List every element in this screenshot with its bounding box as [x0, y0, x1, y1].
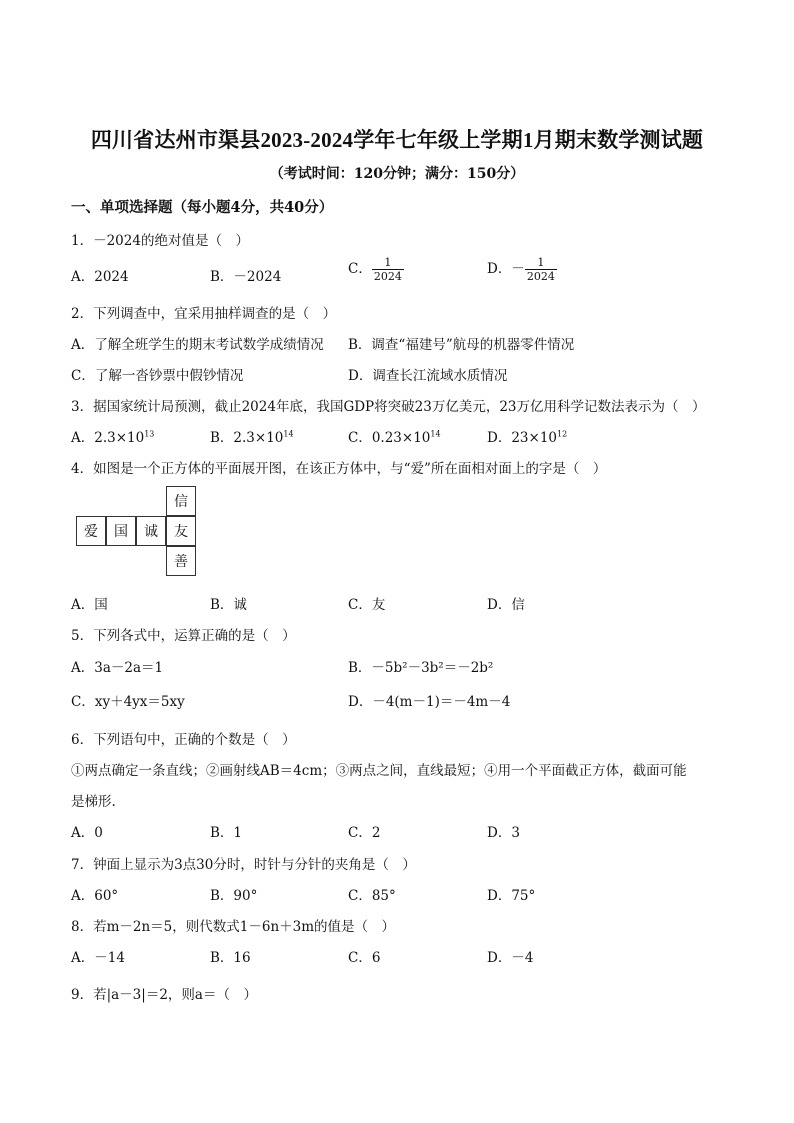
question-5-stem: 5．下列各式中，运算正确的是（ ） [71, 628, 296, 644]
q2-option-b: B．调查“福建号”航母的机器零件情况 [348, 337, 575, 353]
question-7-stem: 7．钟面上显示为3点30分时，时针与分针的夹角是（ ） [71, 857, 416, 873]
q1-option-d: D．－ $\frac{1}{2024}$ [487, 256, 555, 283]
net-cell: 国 [106, 516, 136, 546]
net-cell: 友 [166, 516, 196, 546]
q7-option-d: D．75° [487, 888, 536, 904]
q7-option-b: B．90° [210, 888, 258, 904]
q5-option-a: A．3a－2a＝1 [71, 660, 164, 676]
q4-option-a: A．国 [71, 597, 108, 613]
q2-option-a: A．了解全班学生的期末考试数学成绩情况 [71, 337, 324, 353]
net-cell: 诚 [136, 516, 166, 546]
q1-option-c: C． $\frac{1}{2024}$ [348, 256, 402, 283]
question-6-statements-cont: 是梯形. [71, 794, 116, 810]
q3-option-a: A．$2.3\times 10^{13}$ [71, 429, 155, 446]
document-title: 四川省达州市渠县2023-2024学年七年级上学期1月期末数学测试题 [90, 128, 704, 152]
q8-option-d: D．－4 [487, 950, 534, 966]
question-9-stem: 9．若|a－3|＝2，则a＝（ ） [71, 987, 257, 1003]
question-6-statements: ①两点确定一条直线；②画射线AB＝4cm；③两点之间，直线最短；④用一个平面截正方体，截面可能 [71, 763, 687, 779]
q7-option-a: A．60° [71, 888, 119, 904]
fraction: $\frac{1}{2024}$ [373, 256, 402, 283]
q6-option-d: D．3 [487, 825, 520, 841]
q5-option-b: B．－5b²－3b²＝－2b² [348, 660, 494, 676]
fraction: $\frac{1}{2024}$ [526, 256, 555, 283]
q6-option-c: C．2 [348, 825, 381, 841]
q8-option-c: C．6 [348, 950, 381, 966]
q4-option-b: B．诚 [210, 597, 247, 613]
question-8-stem: 8．若m－2n＝5，则代数式1－6n＋3m的值是（ ） [71, 919, 396, 935]
question-2-stem: 2．下列调查中，宜采用抽样调查的是（ ） [71, 306, 337, 322]
q8-option-b: B．16 [210, 950, 251, 966]
q2-option-d: D．调查长江流域水质情况 [348, 368, 508, 384]
net-cell: 爱 [76, 516, 106, 546]
q6-option-a: A．0 [71, 825, 103, 841]
q3-option-d: D．$23\times 10^{12}$ [487, 429, 568, 446]
question-3-stem: 3．据国家统计局预测，截止2024年底，我国GDP将突破23万亿美元，23万亿用科学记数法表示为（ ） [71, 399, 706, 415]
net-cell: 善 [166, 546, 196, 576]
question-6-stem: 6．下列语句中，正确的个数是（ ） [71, 732, 296, 748]
q1-option-a: A．2024 [71, 269, 129, 285]
q1-option-b: B．－2024 [210, 269, 282, 285]
q4-option-c: C．友 [348, 597, 386, 613]
q3-option-c: C．$0.23\times 10^{14}$ [348, 429, 441, 446]
q5-option-c: C．xy＋4yx＝5xy [71, 694, 185, 710]
question-1-stem: 1．－2024的绝对值是（ ） [71, 233, 249, 249]
exam-info: （考试时间：120分钟；满分：150分） [269, 166, 525, 182]
q6-option-b: B．1 [210, 825, 243, 841]
net-cell: 信 [166, 486, 196, 516]
q7-option-c: C．85° [348, 888, 396, 904]
q4-option-d: D．信 [487, 597, 525, 613]
q8-option-a: A．－14 [71, 950, 125, 966]
q3-option-b: B．$2.3\times 10^{14}$ [210, 429, 294, 446]
section-heading: 一、单项选择题（每小题4分，共40分） [71, 199, 334, 216]
q5-option-d: D．－4(m－1)＝－4m－4 [348, 694, 511, 710]
question-4-stem: 4．如图是一个正方体的平面展开图，在该正方体中，与“爱”所在面相对面上的字是（ ） [71, 461, 607, 477]
q2-option-c: C．了解一沓钞票中假钞情况 [71, 368, 244, 384]
